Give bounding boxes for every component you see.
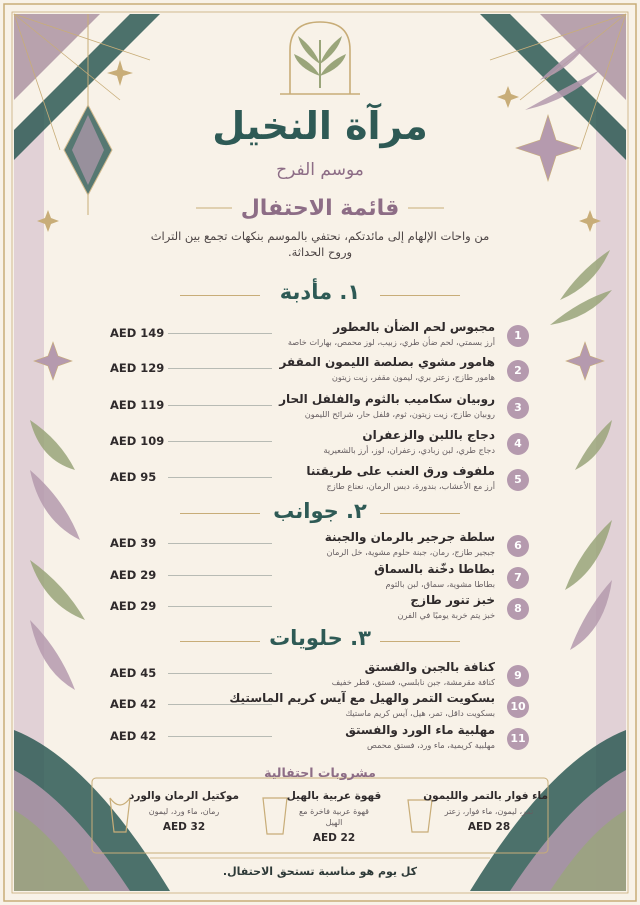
drink-item (125, 790, 243, 848)
dot-leader (168, 441, 272, 442)
menu-item (104, 660, 529, 694)
menu-item (104, 320, 529, 354)
menu-title: قائمة الاحتفال (240, 196, 400, 221)
item-number: 9 (507, 665, 529, 687)
item-number: 1 (507, 325, 529, 347)
item-price: AED 119 (110, 398, 165, 412)
drink-price: AED 28 (467, 821, 511, 833)
item-number: 8 (507, 598, 529, 620)
item-name: مهلبية ماء الورد والفستق (345, 723, 495, 737)
item-description: هامور طازج، زعتر بري، ليمون مقفر، زيت زيتون (331, 372, 495, 382)
item-number: 2 (507, 360, 529, 382)
item-number: 7 (507, 567, 529, 589)
item-description: خبز يتم خربة يوميًا في الفرن (397, 610, 495, 620)
item-number: 10 (507, 696, 529, 718)
drink-description: تمر، ليمون، ماء فوار، زعتر (444, 807, 534, 816)
dot-leader (168, 575, 272, 576)
item-name: ملفوف ورق العنب على طريقتنا (306, 464, 495, 478)
item-number: 11 (507, 728, 529, 750)
dot-leader (168, 543, 272, 544)
item-description: بطاطا مشوية، سماق، لبن بالثوم (385, 579, 495, 589)
drink-description: رمان، ماء ورد، ليمون (148, 807, 220, 816)
item-price: AED 39 (110, 536, 157, 550)
item-price: AED 42 (110, 697, 157, 711)
item-description: أرز بسمتي، لحم ضأن طري، زبيب، لوز محمص، بهارات خاصة (287, 337, 495, 347)
drink-price: AED 22 (312, 832, 356, 844)
drink-name: قهوة عربية بالهيل (286, 790, 382, 802)
item-description: جبجير طازج، رمان، جبنة حلوم مشوية، خل الرمان (326, 547, 495, 557)
menu-item (104, 562, 529, 596)
drink-price: AED 32 (162, 821, 206, 833)
drink-name: موكتيل الرمان والورد (128, 790, 239, 802)
footer-tagline: كل يوم هو مناسبة تستحق الاحتفال. (222, 865, 418, 878)
section-title: ١. مأدبة (279, 280, 361, 304)
menu-item (104, 428, 529, 462)
item-description: أرز مع الأعشاب، بندورة، دبس الرمان، نعناع طازج (326, 481, 495, 491)
dot-leader (168, 736, 272, 737)
dot-leader (168, 606, 272, 607)
dot-leader (168, 368, 272, 369)
item-name: كنافة بالجبن والفستق (364, 660, 495, 674)
drink-item (275, 790, 393, 848)
item-number: 6 (507, 535, 529, 557)
item-name: هامور مشوي بصلصة الليمون المقفر (279, 355, 495, 369)
menu-item (104, 691, 529, 725)
drink-item (423, 790, 548, 848)
menu-item (104, 593, 529, 627)
item-name: بسكويت التمر والهيل مع آيس كريم الماستيك (229, 691, 495, 705)
season-subtitle: موسم الفرح (276, 160, 364, 180)
item-name: دجاج باللبن والزعفران (362, 428, 495, 442)
item-description: مهلبية كريمية، ماء ورد، فستق محمص (366, 740, 495, 750)
item-description: بسكويت داقل، تمر، هيل، آيس كريم ماستيك (345, 708, 495, 718)
dot-leader (168, 477, 272, 478)
menu-item (104, 723, 529, 757)
section-title: ٢. جوانب (273, 499, 367, 523)
drink-description: قهوة عربية فاخرة مع الهيل (299, 807, 369, 827)
item-name: بطاطا دخّنة بالسماق (374, 562, 495, 576)
dot-leader (168, 405, 272, 406)
dot-leader (168, 673, 272, 674)
item-price: AED 45 (110, 666, 157, 680)
item-number: 4 (507, 433, 529, 455)
palm-logo-icon (280, 22, 360, 94)
drink-name: ماء فوار بالتمر والليمون (423, 790, 548, 802)
item-name: روبيان سكاميب بالثوم والفلفل الحار (279, 392, 495, 406)
item-description: روبيان طازج، زيت زيتون، ثوم، فلفل حار، شرائح الليمون (304, 409, 495, 419)
item-description: دجاج طري، لبن زبادي، زعفران، لوز، أرز بالشعيرية (323, 445, 495, 455)
intro-text: من واحات الإلهام إلى مائدتكم، نحتفي بالموسم بنكهات تجمع بين التراث وروح الحداثة. (150, 229, 490, 259)
item-description: كنافة مقرمشة، جبن نابلسي، فستق، قطر خفيف (331, 677, 495, 687)
item-price: AED 129 (110, 361, 165, 375)
section-title: ٣. حلويات (269, 626, 371, 650)
item-price: AED 95 (110, 470, 157, 484)
dot-leader (168, 704, 272, 705)
item-price: AED 149 (110, 326, 165, 340)
item-name: مجبوس لحم الضأن بالعطور (333, 320, 495, 334)
menu-item (104, 530, 529, 564)
item-price: AED 42 (110, 729, 157, 743)
dot-leader (168, 333, 272, 334)
item-number: 3 (507, 397, 529, 419)
item-number: 5 (507, 469, 529, 491)
item-name: سلطة جرجير بالرمان والجبنة (324, 530, 495, 544)
item-price: AED 29 (110, 599, 157, 613)
menu-item (104, 355, 529, 389)
item-name: خبز تنور طازج (410, 593, 495, 607)
item-price: AED 109 (110, 434, 165, 448)
sparkle-icon (107, 60, 133, 86)
drinks-title: مشروبات احتفالية (264, 765, 376, 780)
item-price: AED 29 (110, 568, 157, 582)
menu-item (104, 464, 529, 498)
menu-item (104, 392, 529, 426)
brand-title: مرآة النخيل (212, 104, 428, 148)
